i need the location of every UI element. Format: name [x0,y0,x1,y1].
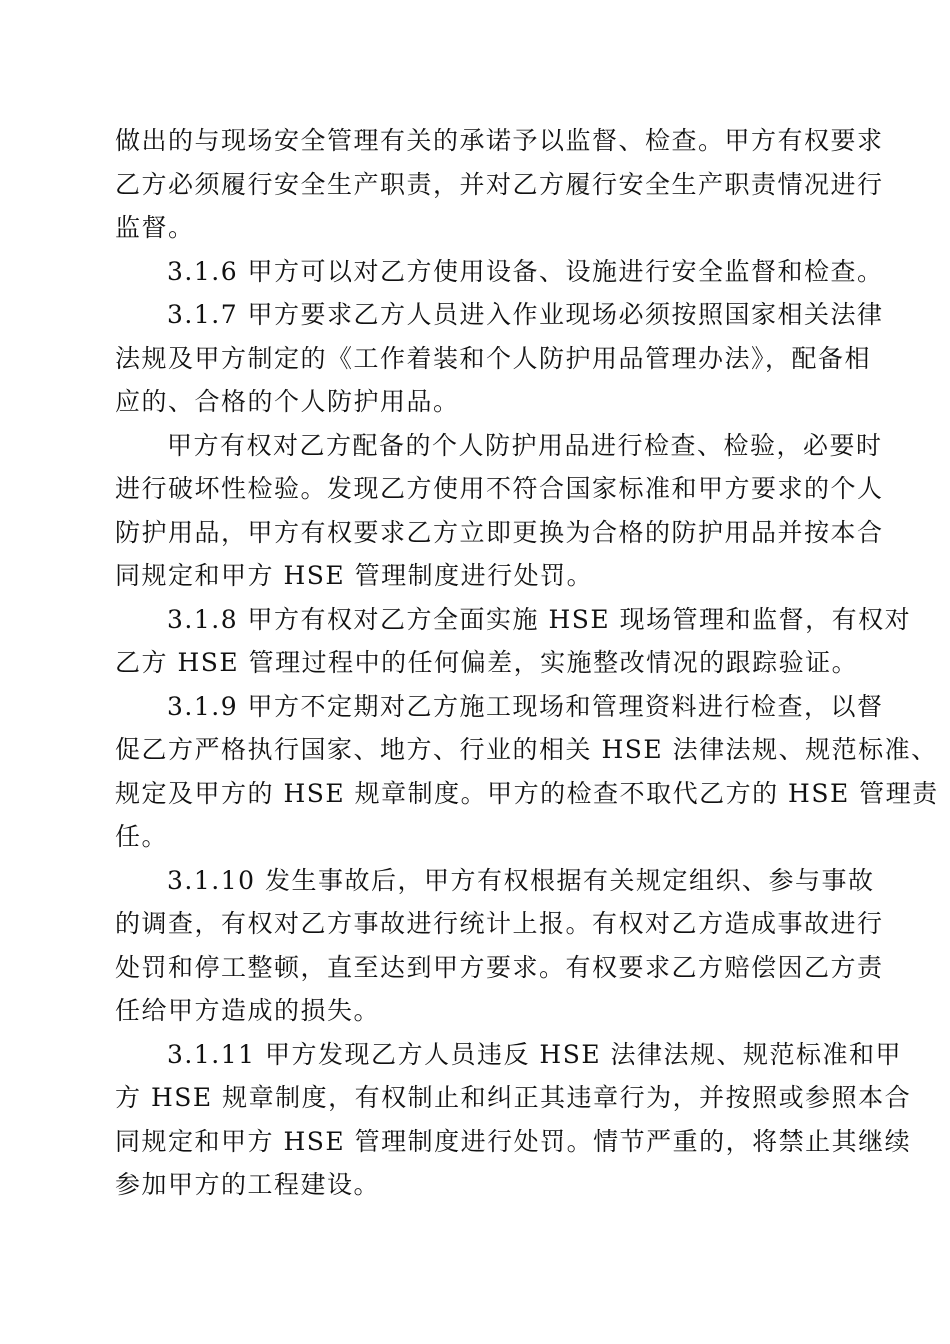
text-line: 的调查，有权对乙方事故进行统计上报。有权对乙方造成事故进行 [115,909,884,938]
text-line: 做出的与现场安全管理有关的承诺予以监督、检查。甲方有权要求 [115,126,884,155]
text-line: 规定及甲方的 HSE 规章制度。甲方的检查不取代乙方的 HSE 管理责 [115,778,939,808]
text-line: 进行破坏性检验。发现乙方使用不符合国家标准和甲方要求的个人 [115,474,884,503]
text-line: 应的、合格的个人防护用品。 [115,387,460,416]
clause-3-1-9: 3.1.9 甲方不定期对乙方施工现场和管理资料进行检查，以督 [167,691,884,721]
text-line: 方 HSE 规章制度，有权制止和纠正其违章行为，并按照或参照本合 [115,1083,912,1112]
text-line: 促乙方严格执行国家、地方、行业的相关 HSE 法律法规、规范标准、 [115,735,938,764]
text-line: 同规定和甲方 HSE 管理制度进行处罚。情节严重的，将禁止其继续 [115,1126,912,1156]
text-line: 参加甲方的工程建设。 [115,1170,381,1199]
document-body [115,119,939,1207]
clause-3-1-11: 3.1.11 甲方发现乙方人员违反 HSE 法律法规、规范标准和甲 [167,1039,903,1069]
text-line: 同规定和甲方 HSE 管理制度进行处罚。 [115,561,594,590]
clause-3-1-6: 3.1.6 甲方可以对乙方使用设备、设施进行安全监督和检查。 [167,256,884,286]
clause-3-1-7: 3.1.7 甲方要求乙方人员进入作业现场必须按照国家相关法律 [167,300,884,329]
clause-3-1-10: 3.1.10 发生事故后，甲方有权根据有关规定组织、参与事故 [167,865,875,895]
text-line: 任给甲方造成的损失。 [115,996,381,1025]
text-line: 防护用品，甲方有权要求乙方立即更换为合格的防护用品并按本合 [115,517,884,547]
text-line: 乙方 HSE 管理过程中的任何偏差，实施整改情况的跟踪验证。 [115,648,859,677]
text-line: 监督。 [115,213,195,242]
paragraph-start: 甲方有权对乙方配备的个人防护用品进行检查、检验，必要时 [167,430,883,460]
text-line: 乙方必须履行安全生产职责，并对乙方履行安全生产职责情况进行 [115,169,884,199]
text-line: 法规及甲方制定的《工作着装和个人防护用品管理办法》，配备相 [115,343,872,373]
text-line: 任。 [115,822,169,851]
text-line: 处罚和停工整顿，直至达到甲方要求。有权要求乙方赔偿因乙方责 [115,952,884,982]
clause-3-1-8: 3.1.8 甲方有权对乙方全面实施 HSE 现场管理和监督，有权对 [167,604,912,634]
